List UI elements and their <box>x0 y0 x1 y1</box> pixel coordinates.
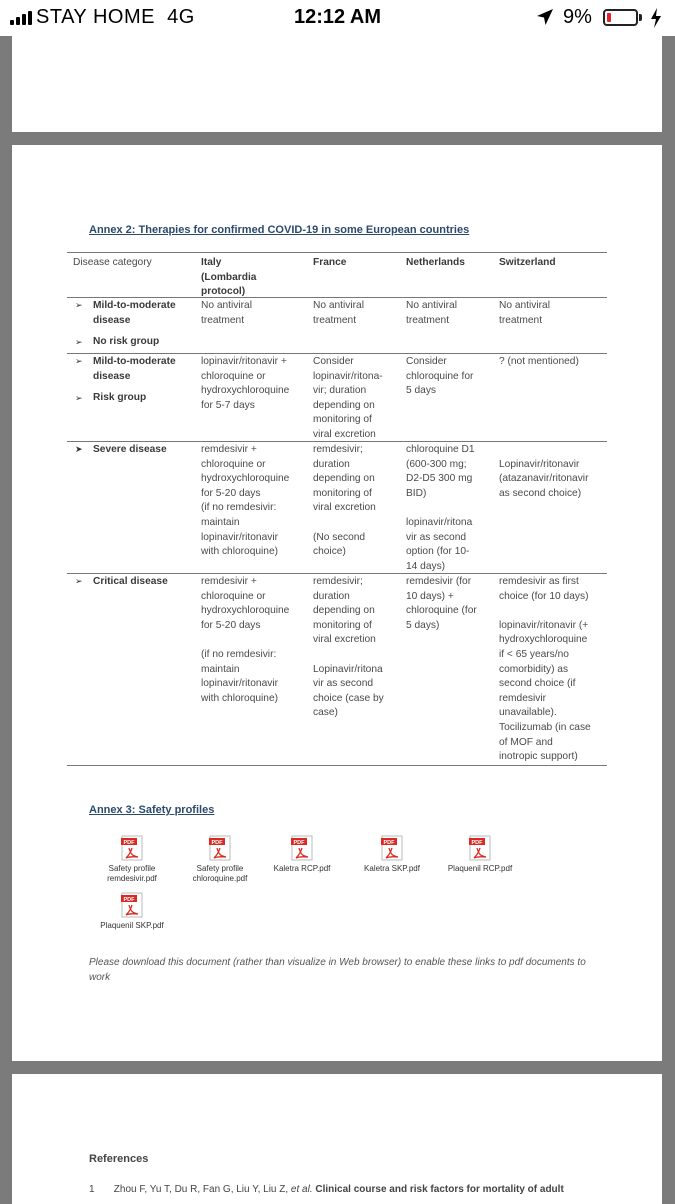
category-mild-moderate: Mild-to-moderate disease <box>93 300 176 326</box>
svg-text:PDF: PDF <box>211 840 223 846</box>
battery-nub <box>639 14 642 21</box>
download-note: Please download this document (rather than visualize in Web browser) to enable these links to pdf documents to work <box>89 957 586 983</box>
pdf-attachment[interactable] <box>262 835 342 874</box>
battery-percent: 9% <box>563 6 592 28</box>
reference-title: Clinical course and risk factors for mortality of adult <box>312 1184 564 1195</box>
reference-entry[interactable] <box>89 1184 564 1195</box>
header-italy: Italy (Lombardia protocol) <box>201 257 257 298</box>
bullet-arrow-icon: ➢ <box>75 300 83 310</box>
cell-netherlands-row1: No antiviral treatment <box>406 300 457 326</box>
pdf-filename: Kaletra RCP.pdf <box>273 864 331 873</box>
svg-text:PDF: PDF <box>293 840 305 846</box>
svg-text:PDF: PDF <box>123 897 135 903</box>
pdf-file-icon <box>209 835 231 861</box>
pdf-file-icon <box>381 835 403 861</box>
annex2-title: Annex 2: Therapies for confirmed COVID-19 in some European countries <box>89 224 470 236</box>
cell-switzerland-row4: remdesivir as first choice (for 10 days) lopinavir/ritonavir (+ hydroxychloroquine if < 65 years/no comorbidity) as second choice (if remdesivir unavailable). Tocilizumab (in case of MOF and inotropic support) <box>499 576 591 763</box>
table-bottom-rule <box>67 765 607 766</box>
annex3-title: Annex 3: Safety profiles <box>89 804 215 816</box>
pdf-filename: Kaletra SKP.pdf <box>364 864 420 873</box>
pdf-file-icon <box>121 892 143 918</box>
svg-text:PDF: PDF <box>383 840 395 846</box>
table-header-rule <box>67 297 607 298</box>
reference-authors: Zhou F, Yu T, Du R, Fan G, Liu Y, Liu Z, <box>113 1184 291 1195</box>
header-switzerland: Switzerland <box>499 257 556 268</box>
pdf-filename: Plaquenil RCP.pdf <box>447 864 513 873</box>
pdf-attachment[interactable] <box>92 835 172 884</box>
category-risk-group: Risk group <box>93 392 147 403</box>
status-bar <box>0 0 675 36</box>
cell-netherlands-row3: chloroquine D1 (600-300 mg; D2-D5 300 mg BID) lopinavir/ritona vir as second option (for 10- 14 days) <box>406 444 475 572</box>
table-row-rule <box>67 573 607 574</box>
cell-netherlands-row2: Consider chloroquine for 5 days <box>406 356 474 397</box>
svg-text:PDF: PDF <box>123 840 135 846</box>
category-critical-disease: Critical disease <box>93 576 168 587</box>
pdf-attachment[interactable] <box>92 892 172 931</box>
svg-text:PDF: PDF <box>471 840 483 846</box>
pdf-attachment[interactable] <box>440 835 520 874</box>
bullet-arrow-icon: ➢ <box>75 337 83 347</box>
cell-france-row3: remdesivir; duration depending on monitoring of viral excretion (No second choice) <box>313 444 376 558</box>
table-top-rule <box>67 252 607 253</box>
charging-bolt-icon <box>650 8 662 28</box>
category-no-risk-group: No risk group <box>93 336 160 347</box>
cell-italy-row1: No antiviral treatment <box>201 300 252 326</box>
pdf-file-icon <box>121 835 143 861</box>
pdf-filename: Safety profile remdesivir.pdf <box>107 864 157 883</box>
category-mild-moderate: Mild-to-moderate disease <box>93 356 176 382</box>
cell-switzerland-row2: ? (not mentioned) <box>499 356 579 367</box>
pdf-file-icon <box>469 835 491 861</box>
cell-switzerland-row3: Lopinavir/ritonavir (atazanavir/ritonavir as second choice) <box>499 458 589 499</box>
bullet-arrow-icon: ➤ <box>75 444 83 454</box>
bullet-arrow-icon: ➢ <box>75 393 83 403</box>
pdf-attachment[interactable] <box>180 835 260 884</box>
location-arrow-icon <box>536 8 554 26</box>
cell-netherlands-row4: remdesivir (for 10 days) + chloroquine (for 5 days) <box>406 576 477 631</box>
cell-switzerland-row1: No antiviral treatment <box>499 300 550 326</box>
header-disease-category: Disease category <box>73 257 152 268</box>
cell-italy-row3: remdesivir + chloroquine or hydroxychloroquine for 5-20 days (if no remdesivir: maintain lopinavir/ritonavir with chloroquine) <box>201 444 290 558</box>
cell-france-row4: remdesivir; duration depending on monitoring of viral excretion Lopinavir/ritona vir as second choice (case by case) <box>313 576 384 719</box>
cell-italy-row4: remdesivir + chloroquine or hydroxychloroquine for 5-20 days (if no remdesivir: maintain lopinavir/ritonavir with chloroquine) <box>201 576 290 704</box>
pdf-file-icon <box>291 835 313 861</box>
header-netherlands: Netherlands <box>406 257 465 268</box>
cell-italy-row2: lopinavir/ritonavir + chloroquine or hydroxychloroquine for 5-7 days <box>201 356 290 411</box>
references-heading: References <box>89 1153 149 1165</box>
pdf-filename: Plaquenil SKP.pdf <box>100 921 164 930</box>
cell-france-row1: No antiviral treatment <box>313 300 364 326</box>
category-severe-disease: Severe disease <box>93 444 167 455</box>
table-row-rule <box>67 353 607 354</box>
bullet-arrow-icon: ➢ <box>75 576 83 586</box>
status-time: 12:12 AM <box>293 6 382 28</box>
pdf-attachment[interactable] <box>352 835 432 874</box>
reference-number: 1 <box>89 1184 95 1195</box>
previous-page[interactable] <box>12 36 662 132</box>
carrier-label: STAY HOME 4G <box>36 6 195 28</box>
battery-icon <box>603 9 638 26</box>
header-france: France <box>313 257 347 268</box>
cell-france-row2: Consider lopinavir/ritona- vir; duration depending on monitoring of viral excretion <box>313 356 383 440</box>
bullet-arrow-icon: ➢ <box>75 356 83 366</box>
reference-etal: et al. <box>290 1184 313 1195</box>
pdf-filename: Safety profile chloroquine.pdf <box>192 864 248 883</box>
